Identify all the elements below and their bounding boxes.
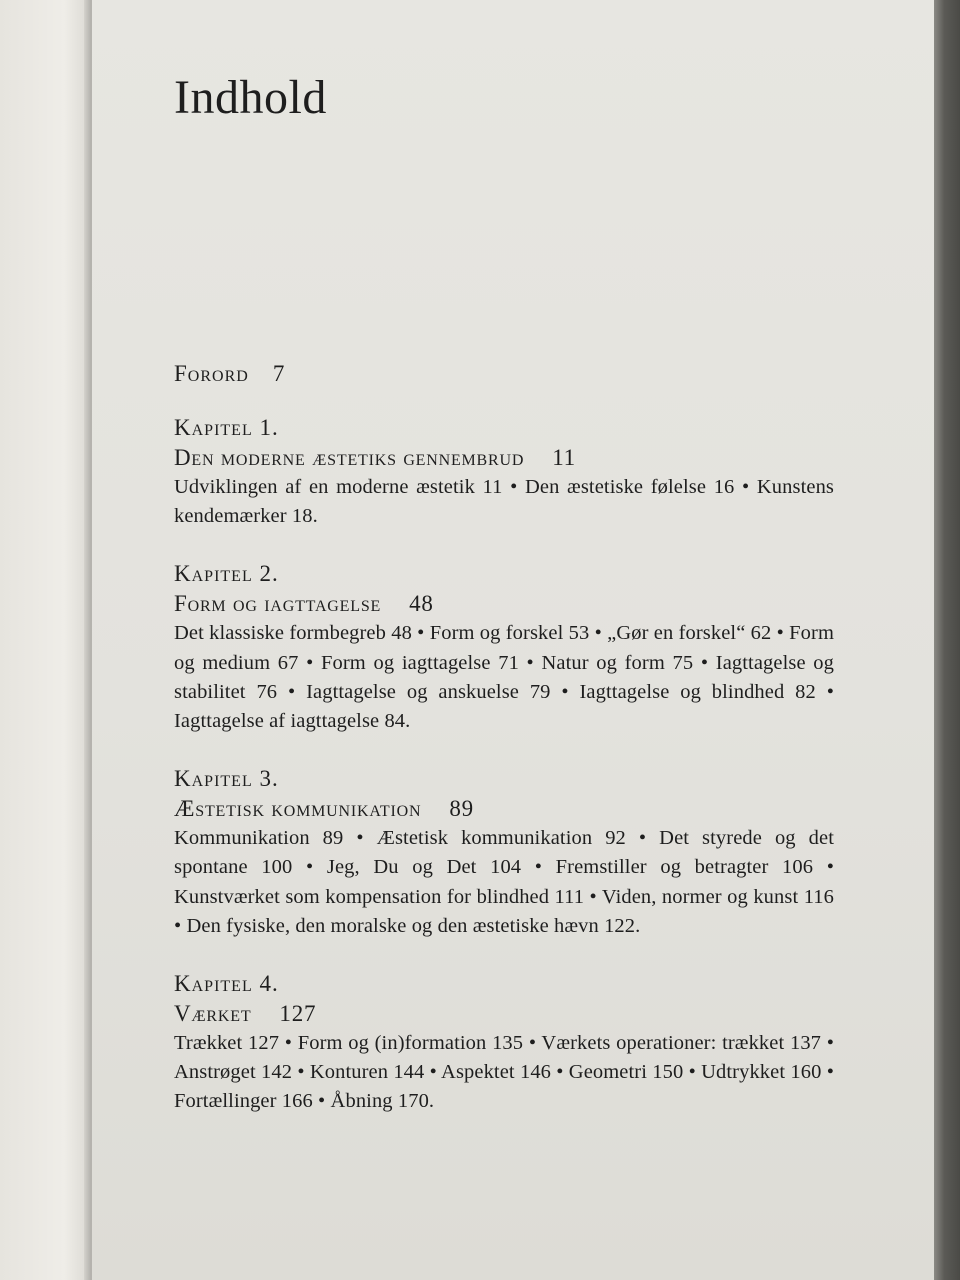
chapter-title bbox=[174, 443, 834, 473]
chapter-sections: Trækket 127 • Form og (in)formation 135 • Værkets operationer: trækket 137 • Anstrøget 142 • Konturen 144 • Aspektet 146 • Geometri 150 • Udtrykket 160 • Fortællinger 166 • Åbning 170. bbox=[174, 1032, 834, 1113]
chapter-label: Kapitel 3. bbox=[174, 766, 279, 792]
chapter-page-number: 127 bbox=[279, 1001, 317, 1027]
chapter-title-text: Værket bbox=[174, 1001, 252, 1027]
foreword-label: Forord bbox=[174, 361, 249, 386]
chapter-label: Kapitel 4. bbox=[174, 971, 279, 997]
facing-page-edge bbox=[0, 0, 92, 1280]
foreword-page-number: 7 bbox=[272, 361, 286, 386]
background-surface bbox=[934, 0, 960, 1280]
toc-chapter-4 bbox=[174, 969, 834, 1117]
chapter-title bbox=[174, 999, 834, 1029]
table-of-contents bbox=[174, 70, 834, 1117]
chapter-page-number: 89 bbox=[449, 796, 474, 822]
chapter-title-text: Den moderne æstetiks gennembrud bbox=[174, 445, 525, 470]
chapter-title-text: Æstetisk kommunikation bbox=[174, 796, 422, 822]
toc-entry-foreword bbox=[174, 361, 834, 387]
chapter-sections: Det klassiske formbegreb 48 • Form og forskel 53 • „Gør en forskel“ 62 • Form og medium 67 • Form og iagttagelse 71 • Natur og form 75 • Iagttagelse og stabilitet 76 • Iagttagelse og anskuelse 79 • Iagttagelse og blindhed 82 • Iagttagelse af iagttagelse 84. bbox=[174, 622, 834, 733]
page-title: Indhold bbox=[174, 71, 327, 124]
chapter-page-number: 11 bbox=[552, 445, 576, 470]
chapter-sections: Udviklingen af en moderne æstetik 11 • Den æstetiske følelse 16 • Kunstens kendemærker 18. bbox=[174, 476, 834, 528]
chapter-title bbox=[174, 794, 834, 824]
chapter-title-text: Form og iagttagelse bbox=[174, 591, 382, 617]
chapter-label: Kapitel 2. bbox=[174, 561, 279, 587]
chapter-page-number: 48 bbox=[409, 591, 434, 617]
toc-chapter-1 bbox=[174, 413, 834, 531]
chapter-label: Kapitel 1. bbox=[174, 415, 279, 440]
chapter-title bbox=[174, 589, 834, 619]
chapter-sections: Kommunikation 89 • Æstetisk kommunikation 92 • Det styrede og det spontane 100 • Jeg, Du og Det 104 • Fremstiller og betragter 106 • Kunstværket som kompensation for blindhed 111 • Viden, normer og kunst 116 • Den fysiske, den moralske og den æstetiske hævn 122. bbox=[174, 827, 834, 937]
toc-chapter-3 bbox=[174, 764, 834, 941]
toc-chapter-2 bbox=[174, 559, 834, 736]
